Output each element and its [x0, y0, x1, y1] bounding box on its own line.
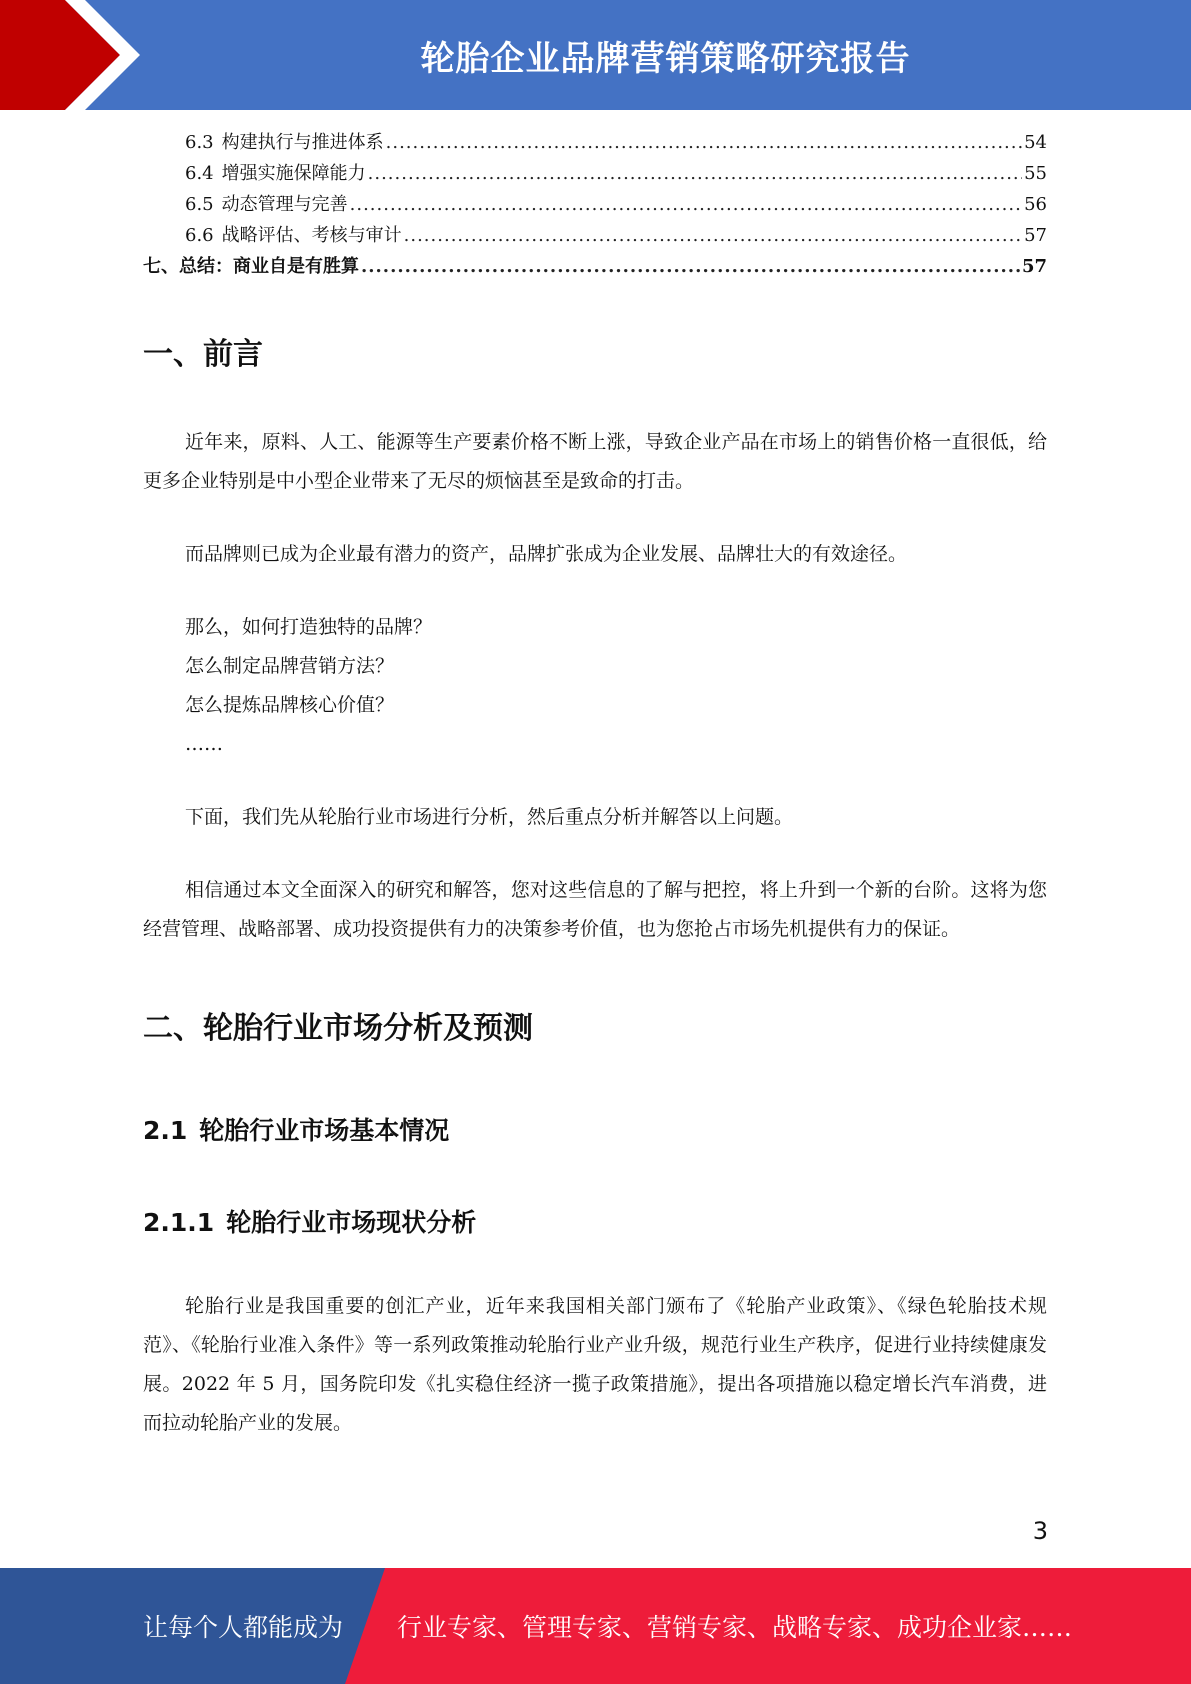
toc-title: 增强实施保障能力 — [221, 163, 366, 184]
toc-leader — [350, 194, 1022, 215]
subsection-number: 2.1 — [143, 1116, 188, 1145]
subsubsection-number: 2.1.1 — [143, 1208, 215, 1237]
paragraph: 相信通过本文全面深入的研究和解答，您对这些信息的了解与把控，将上升到一个新的台阶。这将为您经营管理、战略部署、成功投资提供有力的决策参考价值，也为您抢占市场先机提供有力的保证。 — [143, 879, 1047, 940]
toc-page: 56 — [1024, 194, 1047, 215]
table-of-contents — [143, 128, 1047, 283]
toc-entry[interactable] — [143, 159, 1047, 190]
question-item: 怎么提炼品牌核心价值？ — [185, 694, 395, 716]
toc-page: 54 — [1024, 132, 1047, 153]
page-header — [0, 0, 1191, 110]
page-content — [143, 128, 1047, 1443]
toc-title: 动态管理与完善 — [221, 194, 348, 215]
subsubsection-title: 轮胎行业市场现状分析 — [226, 1208, 477, 1237]
section-heading-market-analysis: 二、轮胎行业市场分析及预测 — [143, 1011, 533, 1046]
toc-title: 战略评估、考核与审计 — [221, 225, 402, 246]
subsection-title: 轮胎行业市场基本情况 — [199, 1116, 450, 1145]
toc-leader — [386, 132, 1022, 153]
toc-page: 57 — [1021, 256, 1047, 277]
toc-entry[interactable] — [143, 190, 1047, 221]
paragraph: 而品牌则已成为企业最有潜力的资产，品牌扩张成为企业发展、品牌壮大的有效途径。 — [185, 543, 908, 565]
toc-number: 6.4 — [185, 163, 214, 184]
toc-number: 6.6 — [185, 225, 214, 246]
paragraph: 轮胎行业是我国重要的创汇产业，近年来我国相关部门颁布了《轮胎产业政策》、《绿色轮胎技术规范》、《轮胎行业准入条件》等一系列政策推动轮胎行业产业升级，规范行业生产秩序，促进行业持续健康发展。2022 年 5 月，国务院印发《扎实稳住经济一揽子政策措施》，提出各项措施以稳定增长汽车消费，进而拉动轮胎产业的发展。 — [143, 1295, 1047, 1434]
toc-page: 55 — [1024, 163, 1047, 184]
question-item: …… — [185, 733, 223, 755]
subsubsection-heading — [143, 1203, 1047, 1239]
header-arrow-decoration — [0, 0, 160, 110]
footer-slogan-right: 行业专家、管理专家、营销专家、战略专家、成功企业家…… — [397, 1613, 1073, 1642]
toc-title: 总结：商业自是有胜算 — [179, 256, 359, 277]
section-heading-preface: 一、前言 — [143, 337, 263, 372]
footer-slogan-left: 让每个人都能成为 — [143, 1613, 344, 1642]
page-number: 3 — [1032, 1517, 1048, 1545]
toc-leader — [361, 256, 1020, 277]
toc-number: 6.3 — [185, 132, 214, 153]
toc-leader — [404, 225, 1022, 246]
toc-page: 57 — [1024, 225, 1047, 246]
subsection-heading — [143, 1111, 1047, 1147]
paragraph: 下面，我们先从轮胎行业市场进行分析，然后重点分析并解答以上问题。 — [185, 806, 794, 828]
toc-number: 6.5 — [185, 194, 214, 215]
toc-entry[interactable] — [143, 252, 1047, 283]
question-item: 怎么制定品牌营销方法？ — [185, 655, 395, 677]
toc-entry[interactable] — [143, 221, 1047, 252]
toc-entry[interactable] — [143, 128, 1047, 159]
question-list — [143, 608, 1047, 764]
toc-title: 构建执行与推进体系 — [221, 132, 384, 153]
question-item: 那么，如何打造独特的品牌？ — [185, 616, 433, 638]
toc-leader — [368, 163, 1022, 184]
page-footer — [0, 1568, 1191, 1684]
toc-number: 七、 — [143, 256, 179, 277]
paragraph: 近年来，原料、人工、能源等生产要素价格不断上涨，导致企业产品在市场上的销售价格一直很低，给更多企业特别是中小型企业带来了无尽的烦恼甚至是致命的打击。 — [143, 431, 1047, 492]
document-title: 轮胎企业品牌营销策略研究报告 — [420, 38, 911, 79]
